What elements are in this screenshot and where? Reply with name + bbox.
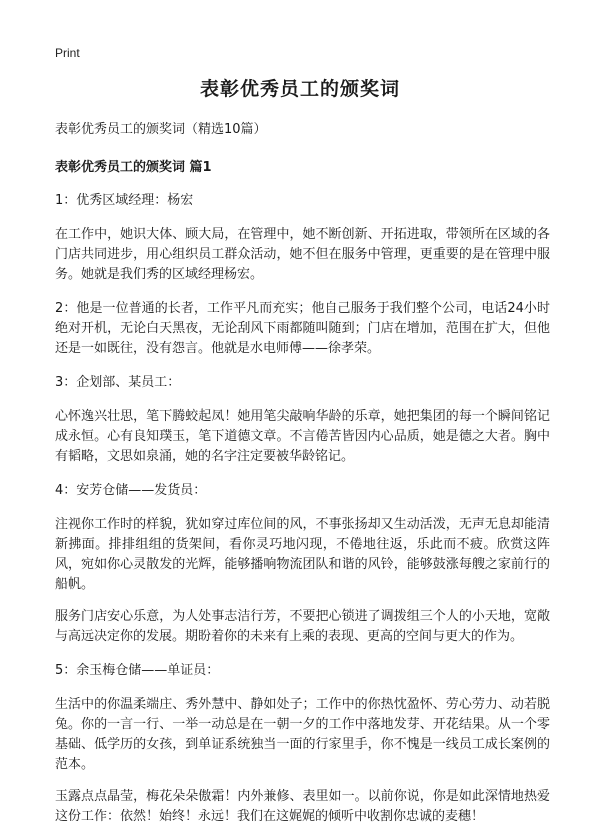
award-item-5-text: 生活中的你温柔端庄、秀外慧中、静如处子；工作中的你热忱盈怀、劳心劳力、动若脱兔。你的一言一行、一举一动总是在一朝一夕的工作中落地发芽、开花结果。从一个零基础、低学历的女孩，到单证系统独当一面的行家里手，你不愧是一线员工成长案例的范本。 <box>55 697 550 772</box>
award-item-1-text: 在工作中，她识大体、顾大局，在管理中，她不断创新、开拓进取，带领所在区域的各门店共同进步，用心组织员工群众活动，她不但在服务中管理，更重要的是在管理中服务。她就是我们秀的区域经理杨宏。 <box>55 227 550 282</box>
award-item-4-text: 注视你工作时的样貌，犹如穿过库位间的风，不事张扬却又生动活泼，无声无息却能清新拂面。排排组组的货架间，看你灵巧地闪现，不倦地往返，乐此而不疲。欣赏这阵风，宛如你心灵散发的光辉，能够播响物流团队和谐的风铃，能够鼓涨每艘之家前行的船帆。 <box>55 517 550 592</box>
award-item-1-title: 1：优秀区域经理：杨宏 <box>55 193 194 208</box>
article-body <box>55 110 550 827</box>
article-subtitle: 表彰优秀员工的颁奖词（精选10篇） <box>55 122 267 137</box>
award-item-5-text-2: 玉露点点晶莹，梅花朵朵傲霜！内外兼修、表里如一。以前你说，你是如此深情地热爱这份工作：依然！始终！永远！我们在这娓娓的倾听中收割你忠诚的麦穗！ <box>55 789 550 824</box>
award-item-3-title: 3：企划部、某员工： <box>55 375 181 390</box>
award-item-2-text: 2：他是一位普通的长者，工作平凡而充实；他自己服务于我们整个公司，电话24小时绝对开机，无论白天黑夜，无论刮风下雨都随叫随到；门店在增加，范围在扩大，但他还是一如既往，没有怨言。他就是水电师傅——徐孝荣。 <box>55 301 550 356</box>
award-item-4-text-2: 服务门店安心乐意，为人处事志洁行芳，不要把心锁进了调拨组三个人的小天地，宽敞与高远决定你的发展。期盼着你的未来有上乘的表现、更高的空间与更大的作为。 <box>55 609 550 644</box>
award-item-4-title: 4：安芳仓储——发货员： <box>55 483 207 498</box>
page-title: 表彰优秀员工的颁奖词 <box>199 78 400 100</box>
section-heading: 表彰优秀员工的颁奖词 篇1 <box>55 160 212 175</box>
print-link[interactable]: Print <box>55 46 80 60</box>
award-item-5-title: 5：余玉梅仓储——单证员： <box>55 663 220 678</box>
award-item-3-text: 心怀逸兴壮思，笔下腾蛟起凤！她用笔尖敲响华龄的乐章，她把集团的每一个瞬间铭记成永恒。心有良知璞玉，笔下道德文章。不言倦苦皆因内心品质，她是德之大者。胸中有韬略，文思如泉涌，她的名字注定要被华龄铭记。 <box>55 409 550 464</box>
